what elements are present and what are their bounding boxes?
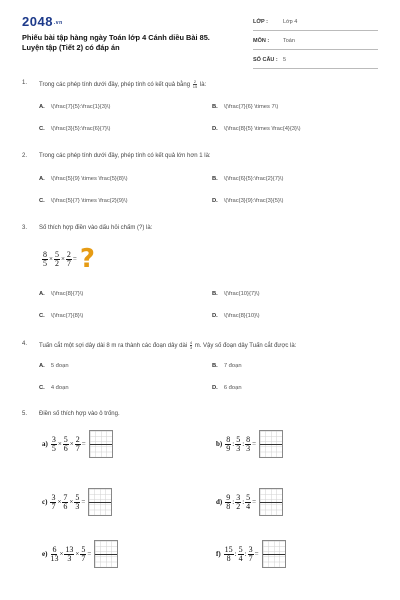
option-2a[interactable] <box>39 176 128 182</box>
title-line-2: Luyện tập (Tiết 2) có đáp án <box>22 43 120 52</box>
info-value: Toán <box>283 38 295 44</box>
operator: × <box>75 550 80 558</box>
answer-grid-box[interactable] <box>262 540 286 568</box>
option-text: 5 đoạn <box>50 363 69 369</box>
item-label: d) <box>216 498 223 506</box>
option-text: \(\frac{6}{5}:\frac{2}{7}\) <box>223 176 284 182</box>
fraction-denominator: 6 <box>63 501 68 511</box>
option-2c[interactable] <box>39 198 128 204</box>
fraction-numerator: 8 <box>246 434 251 444</box>
option-4b[interactable] <box>212 363 242 369</box>
option-text: 4 đoạn <box>50 385 69 391</box>
equals-sign: = <box>252 498 257 506</box>
operator: : <box>232 440 235 448</box>
option-text: \(\frac{7}{8}\) <box>50 313 84 319</box>
fraction <box>224 546 234 563</box>
fraction <box>238 546 244 563</box>
option-letter: A. <box>39 176 45 182</box>
question-text-after: m. Vậy số đoạn dây Tuấn cắt được là: <box>194 343 297 350</box>
operator: : <box>242 440 245 448</box>
fraction <box>75 436 81 453</box>
fraction-numerator: 7 <box>63 492 68 502</box>
fraction-denominator: 3 <box>67 553 72 563</box>
fraction-denominator: 7 <box>248 553 253 563</box>
fraction-denominator: 7 <box>66 258 71 268</box>
expression-b <box>216 430 283 458</box>
fraction-numerator: 8 <box>43 249 47 259</box>
option-text: \(\frac{7}{5}:\frac{1}{3}\) <box>50 104 111 110</box>
logo-text: 2048 <box>22 14 53 29</box>
option-letter: C. <box>39 198 45 204</box>
title-line-1: Phiếu bài tập hàng ngày Toán lớp 4 Cánh diều Bài 85. <box>22 33 210 42</box>
fraction <box>235 436 241 453</box>
equals-sign: = <box>252 440 257 448</box>
question-text: Số thích hợp điền vào dấu hỏi chấm (?) là: <box>39 225 153 231</box>
fraction-numerator: 5 <box>81 544 86 554</box>
equals-sign: = <box>87 550 92 558</box>
option-text: \(\frac{8}{10}\) <box>223 313 260 319</box>
operator: × <box>69 440 74 448</box>
fraction <box>74 494 80 511</box>
operator: × <box>57 498 62 506</box>
option-3a[interactable] <box>39 291 83 297</box>
answer-grid-box[interactable] <box>89 430 113 458</box>
operator: : <box>242 498 245 506</box>
item-label: b) <box>216 440 223 448</box>
fraction-numerator: 8 <box>226 434 231 444</box>
option-2d[interactable] <box>212 198 283 204</box>
fraction <box>248 546 254 563</box>
operator: : <box>232 498 235 506</box>
fraction-numerator: 3 <box>51 434 56 444</box>
fraction-denominator: 8 <box>226 553 231 563</box>
option-letter: D. <box>212 385 218 391</box>
option-1d[interactable] <box>212 126 301 132</box>
fraction-denominator: 7 <box>81 553 86 563</box>
fraction-numerator: 5 <box>236 434 241 444</box>
operator: × <box>69 498 74 506</box>
info-value: Lớp 4 <box>283 19 298 25</box>
answer-grid-box[interactable] <box>259 488 283 516</box>
answer-grid-box[interactable] <box>259 430 283 458</box>
info-label: LỚP : <box>253 19 268 25</box>
question-3-expression <box>42 244 95 274</box>
option-4c[interactable] <box>39 385 69 391</box>
inline-fraction <box>190 341 192 350</box>
fraction-numerator: 15 <box>224 544 233 554</box>
expression-a <box>42 430 113 458</box>
fraction-denominator: 7 <box>51 501 56 511</box>
option-3b[interactable] <box>212 291 260 297</box>
info-value: 5 <box>283 57 287 63</box>
info-subject-row <box>253 34 378 50</box>
fraction <box>50 546 58 563</box>
info-class-row <box>253 15 378 31</box>
option-3d[interactable] <box>212 313 260 319</box>
operator: : <box>234 550 237 558</box>
option-letter: D. <box>212 126 218 132</box>
fraction-denominator: 13 <box>50 553 59 563</box>
question-number: 5. <box>22 411 28 417</box>
info-label: MÔN : <box>253 38 270 44</box>
option-letter: A. <box>39 291 45 297</box>
fraction <box>51 436 57 453</box>
fraction-denominator: 3 <box>246 443 251 453</box>
inline-fraction <box>193 80 197 89</box>
option-letter: A. <box>39 104 45 110</box>
fraction-numerator: 5 <box>246 492 251 502</box>
fraction-numerator: 3 <box>248 544 253 554</box>
fraction-denominator: 7 <box>75 443 80 453</box>
option-letter: D. <box>212 198 218 204</box>
option-letter: C. <box>39 126 45 132</box>
option-text: \(\frac{10}{7}\) <box>223 291 260 297</box>
question-number: 3. <box>22 225 28 231</box>
question-mark-icon: ? <box>79 244 95 274</box>
fraction-numerator: 2 <box>193 79 197 84</box>
question-number: 1. <box>22 80 28 86</box>
info-panel <box>253 15 378 72</box>
equals-sign: = <box>81 440 86 448</box>
answer-grid-box[interactable] <box>88 488 112 516</box>
option-text: 7 đoạn <box>223 363 242 369</box>
option-1b[interactable] <box>212 104 278 110</box>
question-text: Trong các phép tính dưới đây, phép tính có kết quả lớn hơn 1 là: <box>39 153 211 159</box>
fraction-numerator: 2 <box>75 434 80 444</box>
fraction <box>235 494 241 511</box>
fraction <box>225 436 231 453</box>
fraction-numerator: 5 <box>75 492 80 502</box>
operator: × <box>49 255 53 263</box>
info-count-row <box>253 53 378 69</box>
question-text <box>39 341 296 350</box>
question-text: Điền số thích hợp vào ô trống. <box>39 411 120 417</box>
question-text-after: là: <box>199 82 207 89</box>
fraction-numerator: 3 <box>51 492 56 502</box>
question-text-before: Tuấn cắt một sợi dây dài 8 m ra thành các đoạn dây dài <box>39 343 188 350</box>
option-letter: C. <box>39 385 45 391</box>
fraction-denominator: 3 <box>75 501 80 511</box>
option-letter: B. <box>212 104 218 110</box>
option-text: 6 đoạn <box>223 385 242 391</box>
option-4d[interactable] <box>212 385 242 391</box>
operator: × <box>60 255 65 263</box>
option-text: \(\frac{8}{7}\) <box>50 291 84 297</box>
fraction-numerator: 5 <box>238 544 243 554</box>
fraction-numerator: 5 <box>63 434 68 444</box>
fraction-numerator: 6 <box>52 544 57 554</box>
fraction-denominator: 6 <box>63 443 68 453</box>
logo-suffix: .vn <box>53 19 63 26</box>
equals-sign: = <box>81 498 86 506</box>
option-1c[interactable] <box>39 126 110 132</box>
fraction-denominator: 5 <box>51 443 56 453</box>
expression-e <box>42 540 118 568</box>
fraction <box>42 251 48 268</box>
expression-f <box>216 540 286 568</box>
option-letter: D. <box>212 313 218 319</box>
fraction <box>80 546 86 563</box>
expression-c <box>42 488 112 516</box>
fraction-denominator: 2 <box>54 258 59 268</box>
option-text: \(\frac{7}{6} \times 7\) <box>223 104 279 110</box>
question-text-before: Trong các phép tính dưới đây, phép tính có kết quả bằng <box>39 82 191 89</box>
fraction-denominator: 3 <box>236 443 241 453</box>
option-letter: B. <box>212 291 218 297</box>
fraction <box>63 436 69 453</box>
worksheet-title <box>22 33 247 53</box>
fraction <box>245 494 251 511</box>
fraction-numerator: 4 <box>189 340 193 345</box>
fraction <box>50 494 56 511</box>
operator: : <box>244 550 247 558</box>
option-4a[interactable] <box>39 363 69 369</box>
operator: × <box>59 550 64 558</box>
fraction-denominator: 2 <box>236 501 241 511</box>
fraction-denominator: 4 <box>246 501 251 511</box>
option-text: \(\frac{8}{5} \times \frac{4}{3}\) <box>223 126 301 132</box>
question-text <box>39 80 206 89</box>
equals-sign: = <box>254 550 259 558</box>
expression-d <box>216 488 283 516</box>
fraction <box>66 251 72 268</box>
fraction <box>225 494 231 511</box>
item-label: c) <box>42 498 48 506</box>
fraction-denominator: 5 <box>43 258 47 268</box>
option-1a[interactable] <box>39 104 110 110</box>
equals-sign: = <box>72 255 77 263</box>
item-label: f) <box>216 550 221 558</box>
option-text: \(\frac{3}{9}:\frac{3}{5}\) <box>223 198 284 204</box>
site-logo[interactable] <box>22 14 63 29</box>
option-text: \(\frac{5}{7} \times \frac{2}{9}\) <box>50 198 128 204</box>
option-3c[interactable] <box>39 313 83 319</box>
fraction-denominator: 4 <box>238 553 243 563</box>
option-letter: A. <box>39 363 45 369</box>
info-label: SỐ CÂU : <box>253 57 278 63</box>
fraction-numerator: 9 <box>226 492 231 502</box>
answer-grid-box[interactable] <box>94 540 118 568</box>
question-number: 2. <box>22 153 28 159</box>
fraction <box>64 546 74 563</box>
fraction <box>62 494 68 511</box>
fraction-denominator: 9 <box>226 443 231 453</box>
question-number: 4. <box>22 341 28 347</box>
option-letter: B. <box>212 176 218 182</box>
fraction-denominator: 8 <box>226 501 231 511</box>
item-label: e) <box>42 550 48 558</box>
option-letter: B. <box>212 363 218 369</box>
fraction-numerator: 3 <box>236 492 241 502</box>
option-letter: C. <box>39 313 45 319</box>
fraction-numerator: 2 <box>66 249 71 259</box>
item-label: a) <box>42 440 48 448</box>
option-2b[interactable] <box>212 176 283 182</box>
fraction <box>54 251 60 268</box>
option-text: \(\frac{5}{9} \times \frac{5}{8}\) <box>50 176 128 182</box>
fraction-denominator: 3 <box>189 345 193 350</box>
fraction-numerator: 5 <box>54 249 59 259</box>
fraction <box>245 436 251 453</box>
operator: × <box>57 440 62 448</box>
fraction-numerator: 13 <box>65 544 74 554</box>
fraction-denominator: 15 <box>192 84 198 89</box>
option-text: \(\frac{3}{5}:\frac{6}{7}\) <box>50 126 111 132</box>
